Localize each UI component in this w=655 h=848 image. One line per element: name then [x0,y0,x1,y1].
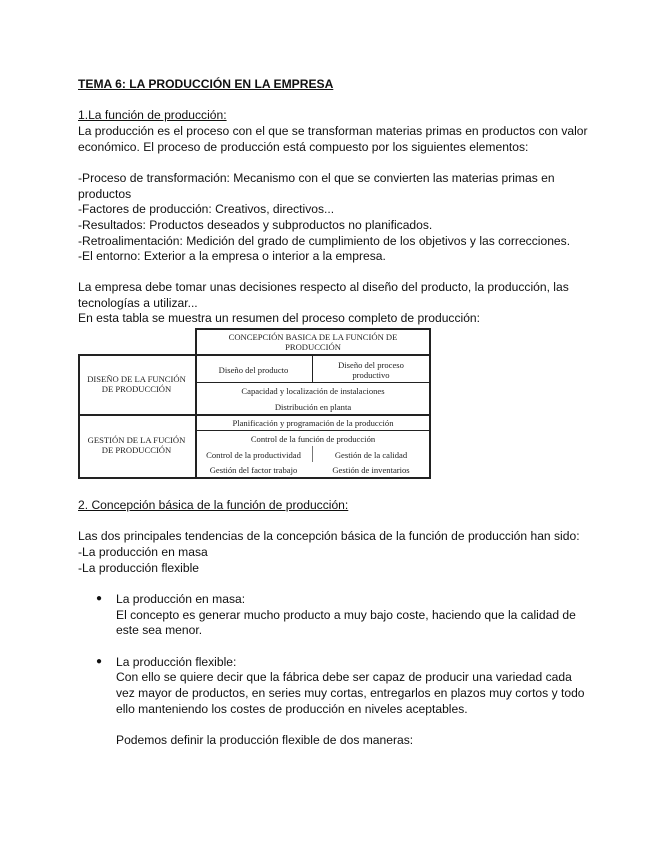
decisions-line: La empresa debe tomar unas decisiones respecto al diseño del producto, la producción, las [78,280,569,294]
cell-labor: Gestión del factor trabajo [209,465,298,475]
cell-process-design: Diseño del proceso productivo [338,360,404,380]
bullet-line: ello manteniendo los costes de producción en niveles aceptables. [116,702,468,716]
section2-intro: Las dos principales tendencias de la concepción básica de la función de producción han sido: [78,529,580,543]
section1-intro-line: económico. El proceso de producción está compuesto por los siguientes elementos: [78,140,529,154]
cell-control: Control de la función de producción [250,434,376,444]
cell-layout: Distribución en planta [274,402,352,412]
row1-label: DISEÑO DE LA FUNCIÓN DE PRODUCCIÓN [87,374,186,394]
list-item: -La producción flexible [78,561,200,575]
element-line: productos [78,187,132,201]
bullet-title: La producción flexible: [116,655,237,669]
production-summary-table [78,328,431,479]
bullet-line: Con ello se quiere decir que la fábrica debe ser capaz de producir una variedad cada [116,670,572,684]
element-line: -Proceso de transformación: Mecanismo con el que se convierten las materias primas en [78,171,555,185]
page-title: TEMA 6: LA PRODUCCIÓN EN LA EMPRESA [78,77,334,91]
section1-heading: 1.La función de producción: [78,108,227,122]
element-line: -Factores de producción: Creativos, directivos... [78,202,335,216]
bullet-line: El concepto es generar mucho producto a muy bajo coste, haciendo que la calidad de [116,608,576,622]
cell-quality: Gestión de la calidad [334,450,408,460]
cell-product-design: Diseño del producto [218,365,289,375]
decisions-line: tecnologías a utilizar... [78,296,198,310]
bullet-title: La producción en masa: [116,592,246,606]
bullet-icon: ● [96,656,103,667]
closing-line: Podemos definir la producción flexible de dos maneras: [116,733,414,747]
section1-intro-line: La producción es el proceso con el que se transforman materias primas en productos con valor [78,124,588,138]
cell-inventory: Gestión de inventarios [332,465,410,475]
row2-label: GESTIÓN DE LA FUCIÓN DE PRODUCCIÓN [87,435,186,455]
element-line: -Retroalimentación: Medición del grado de cumplimiento de los objetivos y las correcciones. [78,234,571,248]
table-header: CONCEPCIÓN BASICA DE LA FUNCIÓN DE PRODUCCIÓN [228,332,398,352]
bullet-line: vez mayor de productos, en series muy cortas, entregarlos en plazos muy cortos y todo [116,686,585,700]
decisions-line: En esta tabla se muestra un resumen del proceso completo de producción: [78,311,481,325]
element-line: -Resultados: Productos deseados y subproductos no planificados. [78,218,433,232]
bullet-line: este sea menor. [116,623,203,637]
list-item: -La producción en masa [78,545,208,559]
bullet-icon: ● [96,593,103,604]
cell-planning: Planificación y programación de la producción [232,418,394,428]
section2-heading: 2. Concepción básica de la función de producción: [78,498,349,512]
cell-productivity: Control de la productividad [206,450,301,460]
cell-capacity: Capacidad y localización de instalaciones [241,386,385,396]
element-line: -El entorno: Exterior a la empresa o interior a la empresa. [78,249,386,263]
